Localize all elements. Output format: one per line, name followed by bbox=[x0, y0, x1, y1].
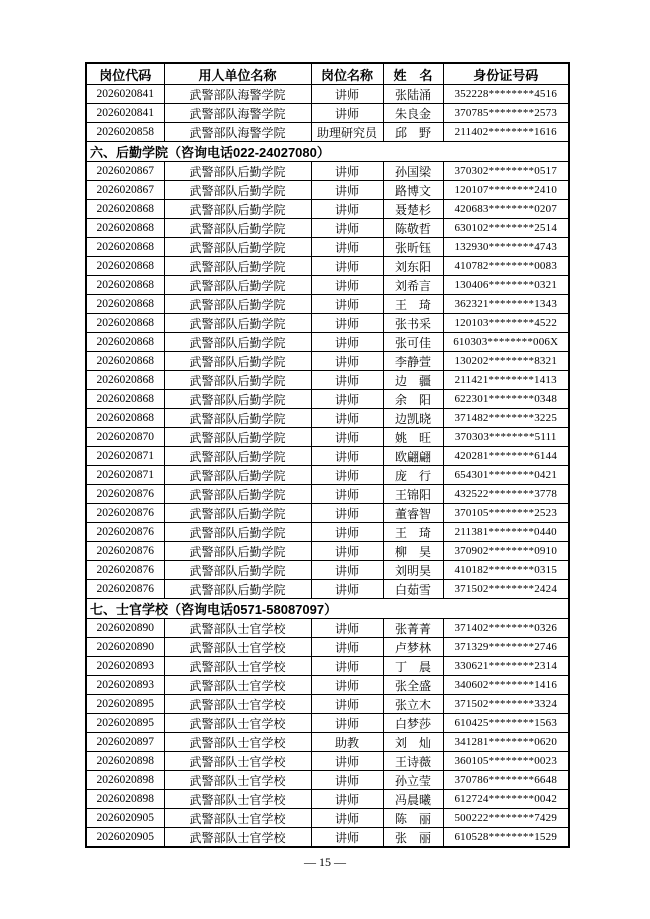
cell-employer-name: 武警部队后勤学院 bbox=[164, 428, 311, 447]
cell-employer-name: 武警部队后勤学院 bbox=[164, 561, 311, 580]
table-row bbox=[86, 295, 569, 314]
cell-position-title: 讲师 bbox=[311, 162, 383, 181]
cell-id-number: 330621********2314 bbox=[443, 657, 569, 676]
cell-position-title: 讲师 bbox=[311, 409, 383, 428]
cell-person-name: 卢梦林 bbox=[383, 638, 443, 657]
table-row bbox=[86, 409, 569, 428]
table-row bbox=[86, 257, 569, 276]
cell-person-name: 刘明昊 bbox=[383, 561, 443, 580]
cell-position-code: 2026020841 bbox=[86, 104, 164, 123]
cell-position-title: 讲师 bbox=[311, 428, 383, 447]
cell-id-number: 610303********006X bbox=[443, 333, 569, 352]
cell-person-name: 董睿智 bbox=[383, 504, 443, 523]
cell-id-number: 211381********0440 bbox=[443, 523, 569, 542]
cell-id-number: 341281********0620 bbox=[443, 733, 569, 752]
table-row bbox=[86, 809, 569, 828]
table-row bbox=[86, 542, 569, 561]
cell-position-code: 2026020868 bbox=[86, 219, 164, 238]
table-row bbox=[86, 523, 569, 542]
table-row bbox=[86, 238, 569, 257]
cell-person-name: 欧翩翩 bbox=[383, 447, 443, 466]
cell-employer-name: 武警部队后勤学院 bbox=[164, 580, 311, 599]
cell-id-number: 654301********0421 bbox=[443, 466, 569, 485]
cell-id-number: 371502********3324 bbox=[443, 695, 569, 714]
cell-position-code: 2026020868 bbox=[86, 409, 164, 428]
table-row bbox=[86, 771, 569, 790]
cell-position-code: 2026020868 bbox=[86, 276, 164, 295]
cell-person-name: 白梦莎 bbox=[383, 714, 443, 733]
cell-id-number: 211421********1413 bbox=[443, 371, 569, 390]
cell-position-code: 2026020895 bbox=[86, 695, 164, 714]
table-row bbox=[86, 714, 569, 733]
cell-id-number: 622301********0348 bbox=[443, 390, 569, 409]
cell-position-code: 2026020841 bbox=[86, 85, 164, 104]
cell-person-name: 张 丽 bbox=[383, 828, 443, 848]
table-row bbox=[86, 733, 569, 752]
cell-position-title: 讲师 bbox=[311, 771, 383, 790]
cell-position-title: 讲师 bbox=[311, 257, 383, 276]
table-row bbox=[86, 447, 569, 466]
cell-employer-name: 武警部队后勤学院 bbox=[164, 314, 311, 333]
table-row bbox=[86, 181, 569, 200]
table-row bbox=[86, 162, 569, 181]
cell-person-name: 丁 晨 bbox=[383, 657, 443, 676]
cell-position-code: 2026020876 bbox=[86, 561, 164, 580]
cell-employer-name: 武警部队后勤学院 bbox=[164, 238, 311, 257]
cell-position-code: 2026020890 bbox=[86, 619, 164, 638]
table-row bbox=[86, 352, 569, 371]
cell-person-name: 张立木 bbox=[383, 695, 443, 714]
cell-person-name: 陈 丽 bbox=[383, 809, 443, 828]
table-row bbox=[86, 333, 569, 352]
cell-position-code: 2026020898 bbox=[86, 771, 164, 790]
cell-id-number: 352228********4516 bbox=[443, 85, 569, 104]
section-header-row bbox=[86, 599, 569, 619]
cell-id-number: 371502********2424 bbox=[443, 580, 569, 599]
cell-position-code: 2026020876 bbox=[86, 523, 164, 542]
table-row bbox=[86, 428, 569, 447]
cell-person-name: 庞 行 bbox=[383, 466, 443, 485]
cell-position-code: 2026020868 bbox=[86, 200, 164, 219]
table-row bbox=[86, 752, 569, 771]
cell-position-title: 讲师 bbox=[311, 181, 383, 200]
table-row bbox=[86, 390, 569, 409]
table-row bbox=[86, 276, 569, 295]
table-row bbox=[86, 638, 569, 657]
table-row bbox=[86, 676, 569, 695]
table-header-row bbox=[86, 63, 569, 85]
cell-position-title: 助理研究员 bbox=[311, 123, 383, 142]
cell-id-number: 340602********1416 bbox=[443, 676, 569, 695]
cell-position-code: 2026020867 bbox=[86, 181, 164, 200]
cell-position-code: 2026020871 bbox=[86, 447, 164, 466]
cell-position-title: 讲师 bbox=[311, 85, 383, 104]
cell-id-number: 500222********7429 bbox=[443, 809, 569, 828]
cell-position-title: 讲师 bbox=[311, 638, 383, 657]
cell-position-title: 讲师 bbox=[311, 828, 383, 848]
cell-id-number: 360105********0023 bbox=[443, 752, 569, 771]
table-body bbox=[86, 85, 569, 848]
cell-position-code: 2026020905 bbox=[86, 828, 164, 848]
table-row bbox=[86, 485, 569, 504]
cell-position-title: 讲师 bbox=[311, 200, 383, 219]
cell-id-number: 612724********0042 bbox=[443, 790, 569, 809]
cell-person-name: 陈敬哲 bbox=[383, 219, 443, 238]
cell-position-code: 2026020868 bbox=[86, 333, 164, 352]
cell-position-code: 2026020868 bbox=[86, 257, 164, 276]
cell-person-name: 李静萱 bbox=[383, 352, 443, 371]
cell-employer-name: 武警部队后勤学院 bbox=[164, 352, 311, 371]
cell-person-name: 边 疆 bbox=[383, 371, 443, 390]
cell-id-number: 371329********2746 bbox=[443, 638, 569, 657]
table-row bbox=[86, 828, 569, 848]
cell-employer-name: 武警部队后勤学院 bbox=[164, 295, 311, 314]
cell-id-number: 120103********4522 bbox=[443, 314, 569, 333]
cell-position-title: 讲师 bbox=[311, 466, 383, 485]
cell-id-number: 130202********8321 bbox=[443, 352, 569, 371]
cell-position-title: 讲师 bbox=[311, 352, 383, 371]
cell-employer-name: 武警部队后勤学院 bbox=[164, 333, 311, 352]
cell-position-code: 2026020858 bbox=[86, 123, 164, 142]
cell-position-code: 2026020905 bbox=[86, 809, 164, 828]
cell-employer-name: 武警部队士官学校 bbox=[164, 619, 311, 638]
cell-position-code: 2026020893 bbox=[86, 676, 164, 695]
cell-position-title: 讲师 bbox=[311, 752, 383, 771]
table-row bbox=[86, 314, 569, 333]
cell-position-title: 讲师 bbox=[311, 314, 383, 333]
cell-position-code: 2026020895 bbox=[86, 714, 164, 733]
cell-employer-name: 武警部队士官学校 bbox=[164, 695, 311, 714]
cell-id-number: 371482********3225 bbox=[443, 409, 569, 428]
cell-employer-name: 武警部队士官学校 bbox=[164, 809, 311, 828]
table-row bbox=[86, 504, 569, 523]
cell-employer-name: 武警部队士官学校 bbox=[164, 733, 311, 752]
cell-person-name: 聂楚杉 bbox=[383, 200, 443, 219]
cell-person-name: 边凯晓 bbox=[383, 409, 443, 428]
cell-position-title: 讲师 bbox=[311, 542, 383, 561]
cell-id-number: 370786********6648 bbox=[443, 771, 569, 790]
cell-id-number: 211402********1616 bbox=[443, 123, 569, 142]
cell-employer-name: 武警部队士官学校 bbox=[164, 676, 311, 695]
cell-person-name: 余 阳 bbox=[383, 390, 443, 409]
cell-position-code: 2026020898 bbox=[86, 752, 164, 771]
cell-position-code: 2026020868 bbox=[86, 371, 164, 390]
cell-employer-name: 武警部队士官学校 bbox=[164, 828, 311, 848]
table-row bbox=[86, 657, 569, 676]
table-row bbox=[86, 104, 569, 123]
table-row bbox=[86, 200, 569, 219]
cell-position-code: 2026020868 bbox=[86, 314, 164, 333]
cell-position-title: 讲师 bbox=[311, 790, 383, 809]
cell-person-name: 柳 昊 bbox=[383, 542, 443, 561]
cell-employer-name: 武警部队后勤学院 bbox=[164, 200, 311, 219]
cell-id-number: 370785********2573 bbox=[443, 104, 569, 123]
cell-id-number: 370302********0517 bbox=[443, 162, 569, 181]
cell-employer-name: 武警部队士官学校 bbox=[164, 752, 311, 771]
cell-person-name: 张菁菁 bbox=[383, 619, 443, 638]
cell-id-number: 410182********0315 bbox=[443, 561, 569, 580]
cell-person-name: 王 琦 bbox=[383, 295, 443, 314]
cell-person-name: 王锦阳 bbox=[383, 485, 443, 504]
cell-position-title: 讲师 bbox=[311, 809, 383, 828]
cell-position-code: 2026020868 bbox=[86, 390, 164, 409]
cell-position-title: 讲师 bbox=[311, 333, 383, 352]
cell-position-title: 讲师 bbox=[311, 714, 383, 733]
cell-employer-name: 武警部队后勤学院 bbox=[164, 181, 311, 200]
cell-employer-name: 武警部队士官学校 bbox=[164, 714, 311, 733]
cell-position-title: 讲师 bbox=[311, 371, 383, 390]
table-row bbox=[86, 790, 569, 809]
table-row bbox=[86, 85, 569, 104]
cell-id-number: 420281********6144 bbox=[443, 447, 569, 466]
cell-position-title: 讲师 bbox=[311, 561, 383, 580]
cell-position-code: 2026020898 bbox=[86, 790, 164, 809]
cell-position-title: 讲师 bbox=[311, 485, 383, 504]
header-position-title: 岗位名称 bbox=[311, 63, 383, 85]
cell-position-code: 2026020867 bbox=[86, 162, 164, 181]
cell-position-title: 讲师 bbox=[311, 104, 383, 123]
cell-id-number: 120107********2410 bbox=[443, 181, 569, 200]
cell-id-number: 370303********5111 bbox=[443, 428, 569, 447]
section-header-label: 六、后勤学院（咨询电话022-24027080） bbox=[86, 142, 569, 162]
cell-position-code: 2026020876 bbox=[86, 542, 164, 561]
cell-position-title: 讲师 bbox=[311, 523, 383, 542]
table-header bbox=[86, 63, 569, 85]
cell-employer-name: 武警部队士官学校 bbox=[164, 638, 311, 657]
cell-id-number: 130406********0321 bbox=[443, 276, 569, 295]
cell-person-name: 邱 野 bbox=[383, 123, 443, 142]
cell-position-title: 讲师 bbox=[311, 695, 383, 714]
cell-position-title: 讲师 bbox=[311, 295, 383, 314]
cell-id-number: 420683********0207 bbox=[443, 200, 569, 219]
cell-id-number: 370105********2523 bbox=[443, 504, 569, 523]
cell-employer-name: 武警部队后勤学院 bbox=[164, 504, 311, 523]
cell-employer-name: 武警部队士官学校 bbox=[164, 771, 311, 790]
cell-id-number: 630102********2514 bbox=[443, 219, 569, 238]
cell-position-code: 2026020868 bbox=[86, 352, 164, 371]
cell-position-title: 助教 bbox=[311, 733, 383, 752]
cell-position-code: 2026020876 bbox=[86, 504, 164, 523]
cell-person-name: 张昕钰 bbox=[383, 238, 443, 257]
cell-person-name: 白茹雪 bbox=[383, 580, 443, 599]
cell-position-title: 讲师 bbox=[311, 238, 383, 257]
cell-id-number: 370902********0910 bbox=[443, 542, 569, 561]
cell-person-name: 王 琦 bbox=[383, 523, 443, 542]
cell-position-title: 讲师 bbox=[311, 657, 383, 676]
table-row bbox=[86, 371, 569, 390]
section-header-label: 七、士官学校（咨询电话0571-58087097） bbox=[86, 599, 569, 619]
cell-employer-name: 武警部队后勤学院 bbox=[164, 390, 311, 409]
cell-id-number: 362321********1343 bbox=[443, 295, 569, 314]
cell-position-code: 2026020870 bbox=[86, 428, 164, 447]
cell-employer-name: 武警部队后勤学院 bbox=[164, 257, 311, 276]
cell-employer-name: 武警部队海警学院 bbox=[164, 123, 311, 142]
cell-position-code: 2026020897 bbox=[86, 733, 164, 752]
cell-person-name: 王诗薇 bbox=[383, 752, 443, 771]
cell-person-name: 冯晨曦 bbox=[383, 790, 443, 809]
cell-person-name: 张书采 bbox=[383, 314, 443, 333]
cell-employer-name: 武警部队后勤学院 bbox=[164, 409, 311, 428]
header-employer-name: 用人单位名称 bbox=[164, 63, 311, 85]
cell-position-code: 2026020893 bbox=[86, 657, 164, 676]
cell-person-name: 张陆涌 bbox=[383, 85, 443, 104]
cell-position-code: 2026020868 bbox=[86, 238, 164, 257]
cell-position-title: 讲师 bbox=[311, 219, 383, 238]
cell-position-code: 2026020871 bbox=[86, 466, 164, 485]
cell-position-title: 讲师 bbox=[311, 619, 383, 638]
cell-id-number: 371402********0326 bbox=[443, 619, 569, 638]
cell-person-name: 张可佳 bbox=[383, 333, 443, 352]
cell-employer-name: 武警部队后勤学院 bbox=[164, 371, 311, 390]
cell-position-code: 2026020890 bbox=[86, 638, 164, 657]
position-roster-table bbox=[85, 62, 570, 848]
page-number: — 15 — bbox=[304, 855, 346, 869]
cell-employer-name: 武警部队海警学院 bbox=[164, 85, 311, 104]
cell-employer-name: 武警部队后勤学院 bbox=[164, 466, 311, 485]
cell-employer-name: 武警部队海警学院 bbox=[164, 104, 311, 123]
cell-employer-name: 武警部队后勤学院 bbox=[164, 162, 311, 181]
header-id-number: 身份证号码 bbox=[443, 63, 569, 85]
cell-employer-name: 武警部队后勤学院 bbox=[164, 276, 311, 295]
section-header-row bbox=[86, 142, 569, 162]
cell-employer-name: 武警部队士官学校 bbox=[164, 657, 311, 676]
cell-person-name: 路博文 bbox=[383, 181, 443, 200]
cell-person-name: 孙国梁 bbox=[383, 162, 443, 181]
table-row bbox=[86, 466, 569, 485]
cell-person-name: 刘东阳 bbox=[383, 257, 443, 276]
cell-employer-name: 武警部队后勤学院 bbox=[164, 447, 311, 466]
cell-employer-name: 武警部队后勤学院 bbox=[164, 219, 311, 238]
cell-position-code: 2026020876 bbox=[86, 580, 164, 599]
cell-person-name: 孙立莹 bbox=[383, 771, 443, 790]
cell-person-name: 刘 灿 bbox=[383, 733, 443, 752]
cell-position-code: 2026020876 bbox=[86, 485, 164, 504]
table-row bbox=[86, 123, 569, 142]
cell-employer-name: 武警部队后勤学院 bbox=[164, 542, 311, 561]
table-row bbox=[86, 695, 569, 714]
header-person-name: 姓 名 bbox=[383, 63, 443, 85]
cell-employer-name: 武警部队士官学校 bbox=[164, 790, 311, 809]
cell-position-title: 讲师 bbox=[311, 676, 383, 695]
cell-id-number: 410782********0083 bbox=[443, 257, 569, 276]
cell-employer-name: 武警部队后勤学院 bbox=[164, 523, 311, 542]
cell-position-title: 讲师 bbox=[311, 447, 383, 466]
header-position-code: 岗位代码 bbox=[86, 63, 164, 85]
cell-id-number: 132930********4743 bbox=[443, 238, 569, 257]
table-row bbox=[86, 580, 569, 599]
cell-person-name: 姚 旺 bbox=[383, 428, 443, 447]
cell-id-number: 610528********1529 bbox=[443, 828, 569, 848]
cell-position-title: 讲师 bbox=[311, 390, 383, 409]
table-row bbox=[86, 561, 569, 580]
table-row bbox=[86, 619, 569, 638]
cell-person-name: 朱良金 bbox=[383, 104, 443, 123]
table-row bbox=[86, 219, 569, 238]
cell-id-number: 432522********3778 bbox=[443, 485, 569, 504]
cell-person-name: 张全盛 bbox=[383, 676, 443, 695]
cell-position-code: 2026020868 bbox=[86, 295, 164, 314]
cell-position-title: 讲师 bbox=[311, 276, 383, 295]
cell-position-title: 讲师 bbox=[311, 504, 383, 523]
cell-position-title: 讲师 bbox=[311, 580, 383, 599]
cell-person-name: 刘希言 bbox=[383, 276, 443, 295]
cell-id-number: 610425********1563 bbox=[443, 714, 569, 733]
cell-employer-name: 武警部队后勤学院 bbox=[164, 485, 311, 504]
